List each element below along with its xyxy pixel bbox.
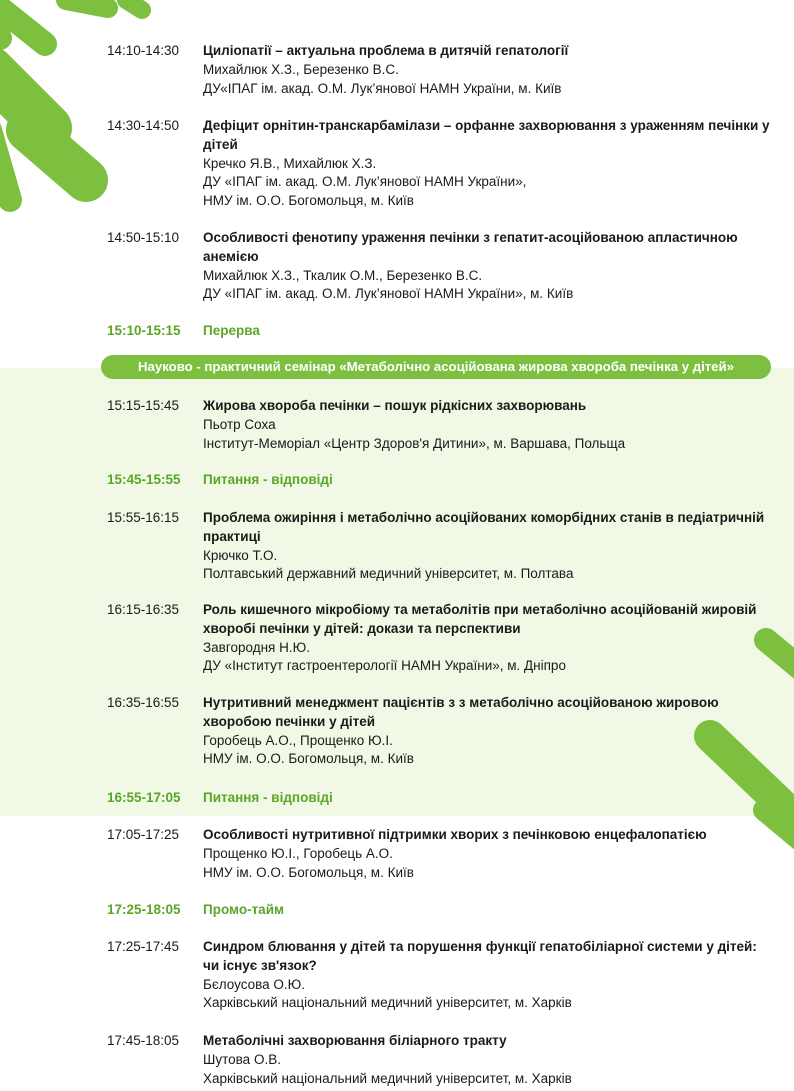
session-details [203, 117, 773, 211]
session-details [203, 509, 773, 584]
qa-item [107, 471, 773, 490]
schedule-item [107, 229, 773, 304]
session-details [203, 229, 773, 304]
stripe-left-band [0, 70, 48, 128]
session-time: 14:10-14:30 [107, 43, 180, 58]
session-title: Метаболічні захворювання біліарного тракту [203, 1033, 507, 1048]
break-label: Перерва [203, 323, 260, 338]
session-details [203, 938, 773, 1013]
promo-label: Промо-тайм [203, 902, 284, 917]
session-title: Нутритивний менеджмент пацієнтів з з метаболічно асоційованою жировою хворобою печінки у дітей [203, 695, 719, 729]
session-time: 16:35-16:55 [107, 695, 180, 710]
session-details [203, 826, 773, 882]
session-speakers: Пьотр Соха [203, 416, 276, 432]
session-details [203, 42, 773, 98]
qa-time: 16:55-17:05 [107, 790, 181, 805]
session-time: 15:55-16:15 [107, 510, 180, 525]
session-affiliation: Інститут-Меморіал «Центр Здоров'я Дитини», м. Варшава, Польща [203, 435, 626, 451]
promo-item [107, 901, 773, 920]
break-time: 15:10-15:15 [107, 323, 181, 338]
session-title: Особливості нутритивної підтримки хворих з печінковою енцефалопатією [203, 827, 707, 842]
session-time: 17:45-18:05 [107, 1033, 180, 1048]
session-affiliation: НМУ ім. О.О. Богомольця, м. Київ [203, 864, 414, 880]
session-time: 16:15-16:35 [107, 602, 180, 617]
session-time: 14:30-14:50 [107, 118, 180, 133]
qa-time: 15:45-15:55 [107, 472, 181, 487]
session-title: Жирова хвороба печінки – пошук рідкісних захворювань [203, 398, 587, 413]
schedule-item [107, 694, 773, 769]
session-affiliation: ДУ«ІПАГ ім. акад. О.М. Лук’янової НАМН України, м. Київ [203, 80, 562, 96]
session-time: 14:50-15:10 [107, 230, 180, 245]
schedule-item [107, 938, 773, 1013]
session-speakers: Прощенко Ю.І., Горобець А.О. [203, 845, 393, 861]
session-title: Синдром блювання у дітей та порушення функції гепатобіліарної системи у дітей: чи існує зв'язок? [203, 939, 757, 973]
session-affiliation: Харківський національний медичний університет, м. Харків [203, 995, 572, 1011]
qa-label: Питання - відповіді [203, 472, 333, 487]
session-speakers: Завгородня Н.Ю. [203, 639, 310, 655]
session-speakers: Горобець А.О., Прощенко Ю.І. [203, 732, 393, 748]
schedule-item [107, 1032, 773, 1088]
stripe-left-band-tail [28, 130, 86, 180]
session-details [203, 694, 773, 769]
session-speakers: Крючко Т.О. [203, 547, 278, 563]
session-speakers: Михайлюк Х.З., Ткалик О.М., Березенко В.С. [203, 267, 483, 283]
session-speakers: Михайлюк Х.З., Березенко В.С. [203, 61, 399, 77]
session-title: Циліопатії – актуальна проблема в дитячій гепатології [203, 43, 569, 58]
stripe-top-left-4 [126, 0, 142, 10]
session-affiliation: ДУ «Інститут гастроентерології НАМН України», м. Дніпро [203, 658, 566, 674]
session-time: 17:25-17:45 [107, 939, 180, 954]
break-item [107, 322, 773, 341]
session-time: 17:05-17:25 [107, 827, 180, 842]
stripe-left-edge [0, 130, 10, 200]
promo-time: 17:25-18:05 [107, 902, 181, 917]
session-title: Роль кишечного мікробіому та метаболітів при метаболічно асоційованій жировій хворобі печінки у дітей: докази та перспективи [203, 602, 757, 636]
seminar-banner: Науково - практичний семінар «Метаболічно асоційована жирова хвороба печінка у дітей» [101, 355, 771, 379]
schedule-item [107, 117, 773, 211]
stripe-top-left-1 [0, 8, 45, 44]
session-title: Проблема ожиріння і метаболічно асоційованих коморбідних станів в педіатричній практиці [203, 510, 765, 544]
session-details [203, 397, 773, 453]
schedule-item [107, 42, 773, 98]
session-speakers: Бєлоусова О.Ю. [203, 976, 306, 992]
stripe-top-left-3 [66, 0, 108, 8]
qa-label: Питання - відповіді [203, 790, 333, 805]
session-title: Особливості фенотипу ураження печінки з гепатит-асоційованою апластичною анемією [203, 230, 738, 264]
session-speakers: Шутова О.В. [203, 1051, 281, 1067]
session-affiliation: ДУ «ІПАГ ім. акад. О.М. Лук’янової НАМН України», м. Київ [203, 286, 574, 302]
session-affiliation: Полтавський державний медичний університет, м. Полтава [203, 566, 574, 582]
session-title: Дефіцит орнітин-транскарбамілази – орфанне захворювання з ураженням печінки у дітей [203, 118, 770, 152]
schedule-item [107, 397, 773, 453]
schedule-item [107, 509, 773, 584]
schedule-item [107, 826, 773, 882]
session-details [203, 601, 773, 676]
session-affiliation: НМУ ім. О.О. Богомольця, м. Київ [203, 751, 414, 767]
session-affiliation: Харківський національний медичний університет, м. Харків [203, 1070, 572, 1086]
stripe-left-small [0, 90, 28, 116]
session-time: 15:15-15:45 [107, 398, 180, 413]
qa-item [107, 789, 773, 808]
schedule-item [107, 601, 773, 676]
session-speakers: Кречко Я.В., Михайлюк Х.З. [203, 155, 377, 171]
session-details [203, 1032, 773, 1088]
session-affiliation: ДУ «ІПАГ ім. акад. О.М. Лук’янової НАМН України», [203, 174, 527, 190]
session-affiliation: НМУ ім. О.О. Богомольця, м. Київ [203, 193, 414, 209]
